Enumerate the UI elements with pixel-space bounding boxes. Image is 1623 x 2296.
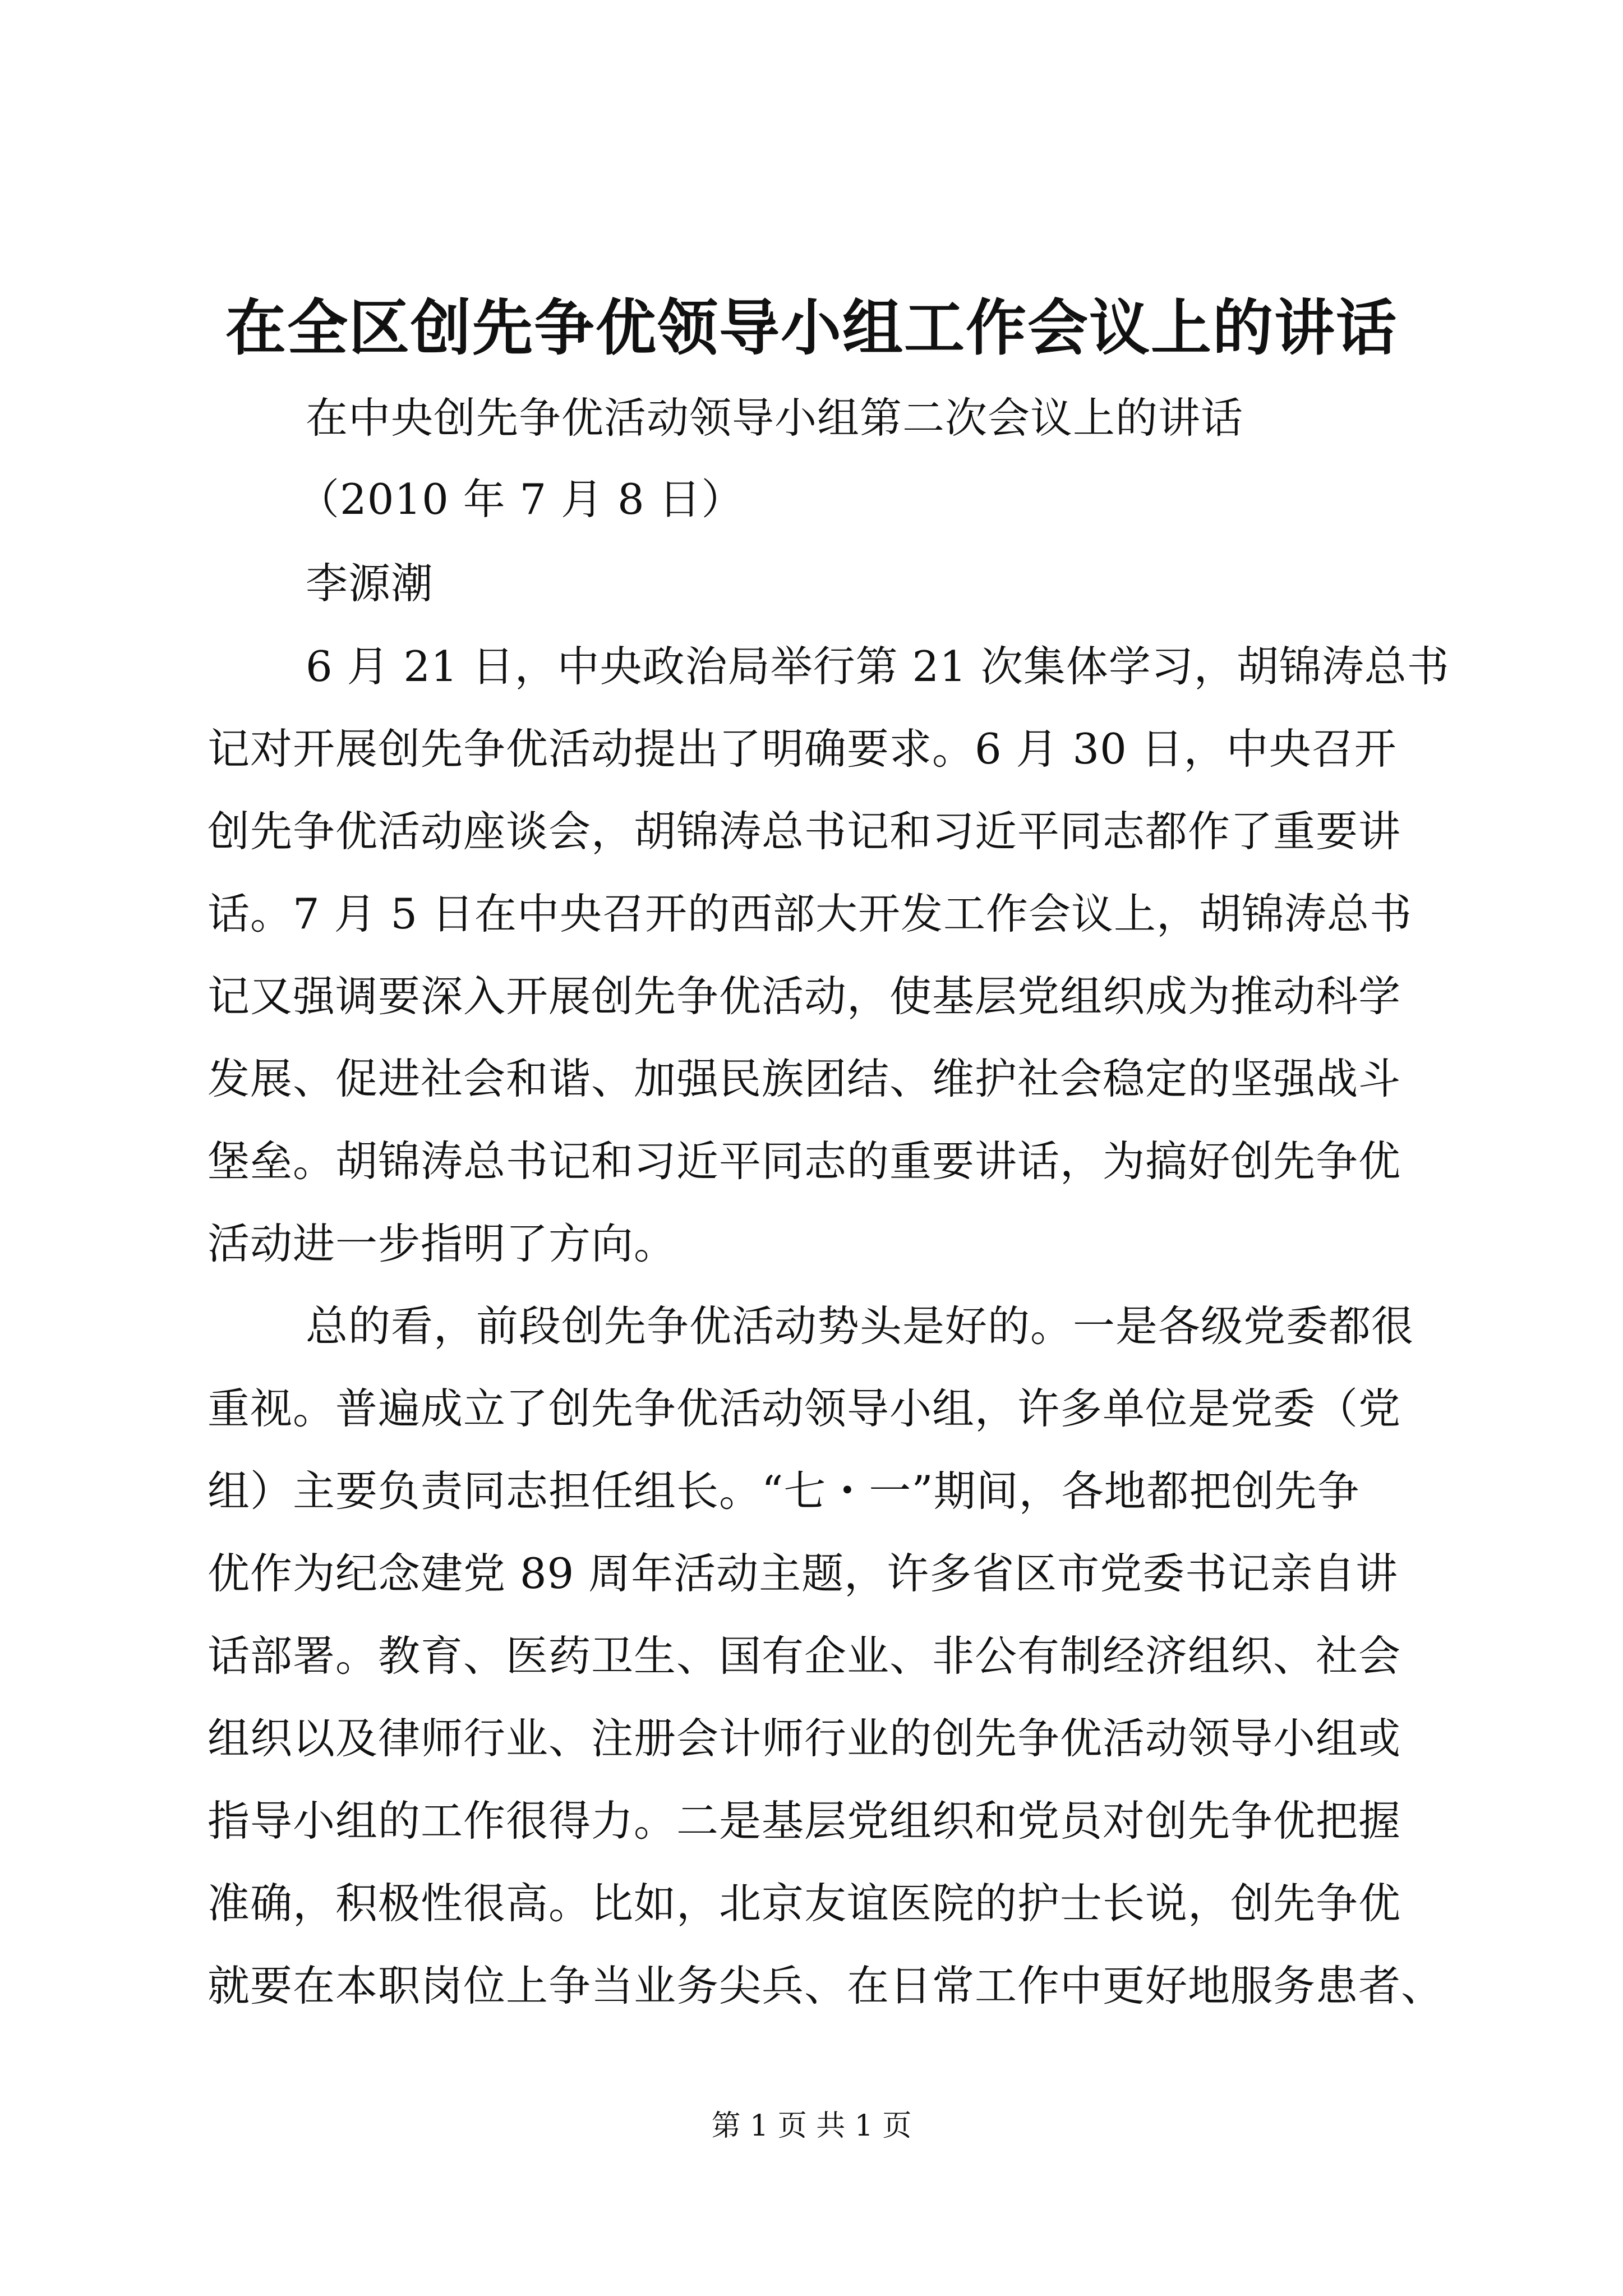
page-number-footer: 第 1 页 共 1 页 — [711, 2109, 912, 2143]
paragraph-2-line: 话部署。教育、医药卫生、国有企业、非公有制经济组织、社会 — [208, 1631, 1401, 1681]
paragraph-1-line: 记又强调要深入开展创先争优活动，使基层党组织成为推动科学 — [208, 972, 1401, 1021]
paragraph-2-line: 组）主要负责同志担任组长。“七・一”期间，各地都把创先争 — [208, 1466, 1360, 1516]
paragraph-1-line: 发展、促进社会和谐、加强民族团结、维护社会稳定的坚强战斗 — [208, 1054, 1401, 1103]
document-author: 李源潮 — [306, 559, 434, 608]
paragraph-1-line: 创先争优活动座谈会，胡锦涛总书记和习近平同志都作了重要讲 — [208, 807, 1401, 856]
paragraph-2-line: 优作为纪念建党 89 周年活动主题，许多省区市党委书记亲自讲 — [208, 1549, 1399, 1598]
paragraph-1-line: 堡垒。胡锦涛总书记和习近平同志的重要讲话，为搞好创先争优 — [208, 1137, 1401, 1186]
paragraph-1-line: 话。7 月 5 日在中央召开的西部大开发工作会议上，胡锦涛总书 — [208, 889, 1412, 938]
paragraph-1-line: 活动进一步指明了方向。 — [208, 1219, 677, 1268]
paragraph-2-line: 准确，积极性很高。比如，北京友谊医院的护士长说，创先争优 — [208, 1879, 1401, 1928]
paragraph-2-line: 就要在本职岗位上争当业务尖兵、在日常工作中更好地服务患者、 — [208, 1961, 1444, 2010]
paragraph-2-line: 指导小组的工作很得力。二是基层党组织和党员对创先争优把握 — [208, 1796, 1401, 1846]
paragraph-2-line: 重视。普遍成立了创先争优活动领导小组，许多单位是党委（党 — [208, 1384, 1401, 1433]
document-date: （2010 年 7 月 8 日） — [297, 475, 744, 524]
document-subtitle: 在中央创先争优活动领导小组第二次会议上的讲话 — [306, 393, 1244, 443]
paragraph-1-line: 记对开展创先争优活动提出了明确要求。6 月 30 日，中央召开 — [208, 724, 1397, 774]
document-title: 在全区创先争优领导小组工作会议上的讲话 — [225, 293, 1398, 364]
paragraph-2-line: 总的看，前段创先争优活动势头是好的。一是各级党委都很 — [306, 1301, 1414, 1351]
paragraph-2-line: 组织以及律师行业、注册会计师行业的创先争优活动领导小组或 — [208, 1714, 1401, 1763]
paragraph-1-line: 6 月 21 日，中央政治局举行第 21 次集体学习，胡锦涛总书 — [306, 642, 1450, 691]
